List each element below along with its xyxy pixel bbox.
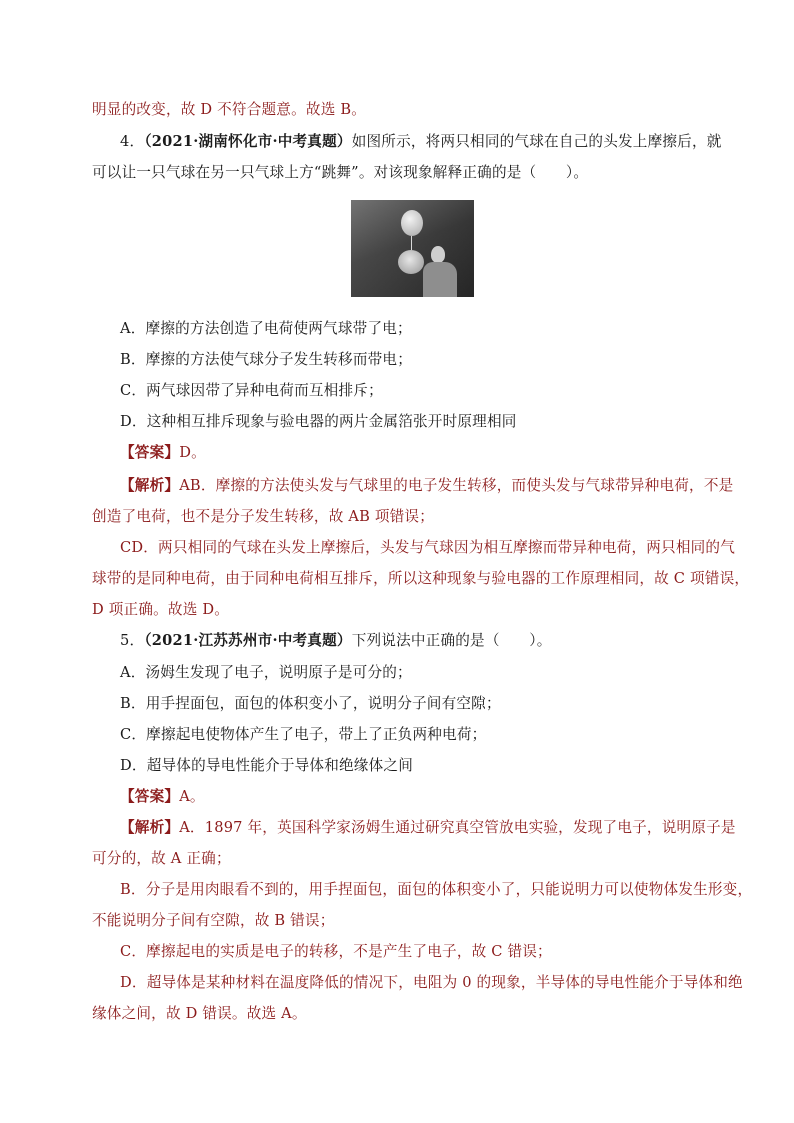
option-b: B．用手捏面包，面包的体积变小了，说明分子间有空隙；: [120, 695, 501, 712]
option-a: A．汤姆生发现了电子，说明原子是可分的；: [120, 664, 412, 681]
prev-answer-tail: 明显的改变，故 D 不符合题意。故选 B。: [92, 101, 367, 118]
person-head: [431, 246, 445, 263]
option-b: B．摩擦的方法使气球分子发生转移而带电；: [120, 351, 413, 368]
analysis-label: 【解析】: [120, 477, 180, 494]
analysis-5-line7: 缘体之间，故 D 错误。故选 A。: [92, 1005, 307, 1022]
analysis-5-line4: 不能说明分子间有空隙，故 B 错误；: [92, 912, 335, 929]
person-body: [423, 262, 457, 297]
option-d: D．超导体的导电性能介于导体和绝缘体之间: [120, 757, 413, 774]
answer-value: D。: [179, 444, 206, 461]
analysis-4-line5: D 项正确。故选 D。: [92, 601, 230, 618]
analysis-4-line1: [120, 476, 733, 496]
answer-label: 【答案】: [120, 444, 180, 461]
option-d: D．这种相互排斥现象与验电器的两片金属箔张开时原理相同: [120, 413, 517, 430]
analysis-4-line2: 创造了电荷，也不是分子发生转移，故 AB 项错误；: [92, 508, 435, 525]
question-text: 下列说法中正确的是（ ）。: [351, 632, 552, 649]
analysis-5-line5: C．摩擦起电的实质是电子的转移，不是产生了电子，故 C 错误；: [120, 943, 552, 960]
analysis-4-line3: CD．两只相同的气球在头发上摩擦后，头发与气球因为相互摩擦而带异种电荷，两只相同的气: [120, 539, 736, 556]
option-c: C．摩擦起电使物体产生了电子，带上了正负两种电荷；: [120, 726, 487, 743]
question-source: （2021·湖南怀化市·中考真题）: [144, 133, 352, 150]
question-source: （2021·江苏苏州市·中考真题）: [144, 632, 352, 649]
analysis-5-line2: 可分的，故 A 正确；: [92, 850, 231, 867]
lower-balloon: [398, 250, 424, 274]
analysis-label: 【解析】: [120, 819, 180, 836]
analysis-text: A．1897 年，英国科学家汤姆生通过研究真空管放电实验，发现了电子，说明原子是: [179, 819, 736, 836]
analysis-5-line1: [120, 818, 736, 838]
answer-5: [120, 787, 205, 807]
question-text: 如图所示，将两只相同的气球在自己的头发上摩擦后，就: [351, 133, 722, 150]
analysis-5-line3: B．分子是用肉眼看不到的，用手捏面包，面包的体积变小了，只能说明力可以使物体发生形变，: [120, 881, 753, 898]
answer-value: A。: [179, 788, 205, 805]
question-4-stem-cont: 可以让一只气球在另一只气球上方“跳舞”。对该现象解释正确的是（ ）。: [92, 164, 589, 181]
question-number: 4．: [120, 133, 145, 150]
question-5-stem: [120, 631, 552, 651]
option-a: A．摩擦的方法创造了电荷使两气球带了电；: [120, 320, 412, 337]
analysis-4-line4: 球带的是同种电荷，由于同种电荷相互排斥，所以这种现象与验电器的工作原理相同，故 C 项错误，: [92, 570, 750, 587]
upper-balloon: [401, 210, 423, 236]
analysis-5-line6: D．超导体是某种材料在温度降低的情况下，电阻为 0 的现象，半导体的导电性能介于导体和绝: [120, 974, 743, 991]
answer-label: 【答案】: [120, 788, 180, 805]
question-number: 5．: [120, 632, 145, 649]
analysis-text: AB．摩擦的方法使头发与气球里的电子发生转移，而使头发与气球带异种电荷，不是: [179, 477, 734, 494]
option-c: C．两气球因带了异种电荷而互相排斥；: [120, 382, 383, 399]
answer-4: [120, 443, 206, 463]
balloon-photo: [351, 200, 474, 297]
question-4-stem: [120, 132, 722, 152]
